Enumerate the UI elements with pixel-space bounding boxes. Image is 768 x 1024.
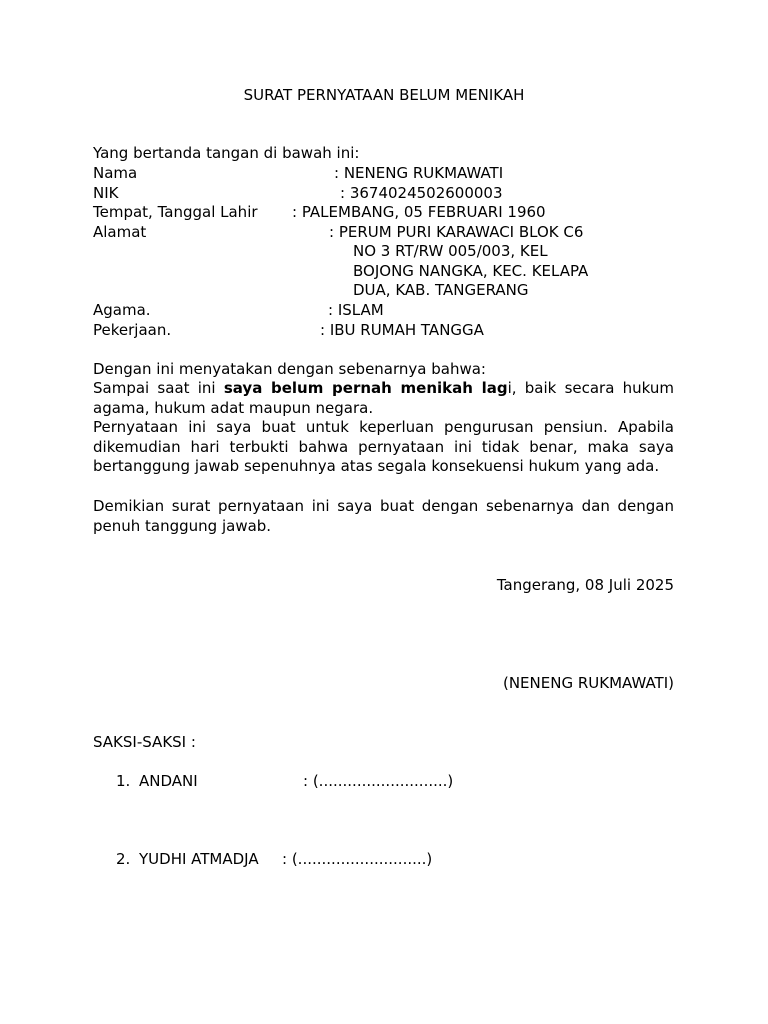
field-value-pekerjaan: : IBU RUMAH TANGGA — [320, 321, 484, 339]
statement-lead: Dengan ini menyatakan dengan sebenarnya bahwa: — [93, 360, 486, 378]
document-title: SURAT PERNYATAAN BELUM MENIKAH — [243, 86, 525, 104]
alamat-line-1: NO 3 RT/RW 005/003, KEL — [353, 242, 548, 260]
witness-1-name: ANDANI — [139, 772, 198, 790]
intro-text: Yang bertanda tangan di bawah ini: — [93, 144, 360, 162]
field-value-ttl: : PALEMBANG, 05 FEBRUARI 1960 — [292, 203, 546, 221]
field-value-nik: : 3674024502600003 — [340, 184, 503, 202]
alamat-line-3: DUA, KAB. TANGERANG — [353, 281, 529, 299]
statement-p1-before: Sampai saat ini — [93, 379, 224, 397]
statement-p1-bold: saya belum pernah menikah lag — [223, 379, 508, 397]
field-label-agama: Agama. — [93, 301, 151, 319]
field-value-alamat: : PERUM PURI KARAWACI BLOK C6 — [329, 223, 584, 241]
place-date: Tangerang, 08 Juli 2025 — [496, 576, 674, 594]
witness-1-signature: : (...........................) — [303, 772, 454, 790]
statement-paragraph-1 — [93, 379, 674, 418]
statement-paragraph-2: Pernyataan ini saya buat untuk keperluan pengurusan pensiun. Apabila dikemudian hari terbukti bahwa pernyataan ini tidak benar, maka saya bertanggung jawab sepenuhnya atas segala konsekuensi hukum yang ada. — [93, 418, 674, 475]
field-label-pekerjaan: Pekerjaan. — [93, 321, 172, 339]
witness-2-number: 2. — [116, 850, 131, 868]
field-label-nik: NIK — [93, 184, 119, 202]
field-label-ttl: Tempat, Tanggal Lahir — [93, 203, 258, 221]
statement-p1-after: i, baik secara hukum agama, hukum adat maupun negara. — [93, 379, 674, 417]
witness-1-number: 1. — [116, 772, 131, 790]
field-label-alamat: Alamat — [93, 223, 147, 241]
signatory-name: (NENENG RUKMAWATI) — [502, 674, 674, 692]
witness-2-name: YUDHI ATMADJA — [139, 850, 259, 868]
field-value-nama: : NENENG RUKMAWATI — [334, 164, 504, 182]
alamat-line-2: BOJONG NANGKA, KEC. KELAPA — [353, 262, 589, 280]
statement-paragraph-3: Demikian surat pernyataan ini saya buat dengan sebenarnya dan dengan penuh tanggung jawab. — [93, 497, 674, 535]
field-value-agama: : ISLAM — [328, 301, 384, 319]
witnesses-heading: SAKSI-SAKSI : — [93, 733, 196, 751]
field-label-nama: Nama — [93, 164, 138, 182]
witness-2-signature: : (...........................) — [282, 850, 433, 868]
